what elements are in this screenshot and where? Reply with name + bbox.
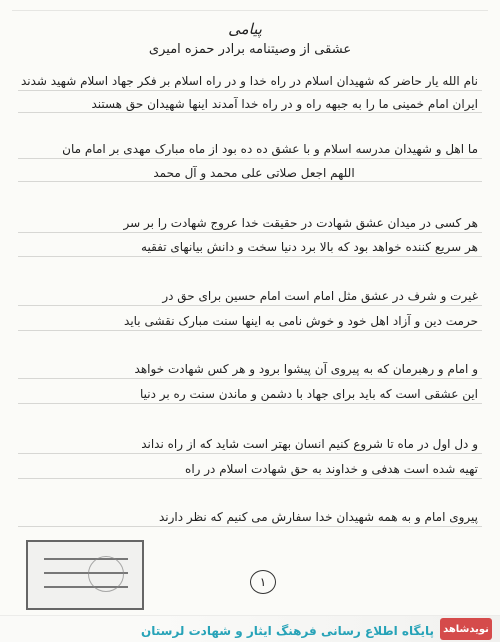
ruled-line	[18, 181, 482, 182]
site-footer-text: پایگاه اطلاع رسانی فرهنگ ایثار و شهادت لرستان	[141, 624, 434, 638]
handwritten-line: ایران امام خمینی ما را به جبهه راه و در راه خدا آمدند اینها شهیدان حق هستند	[91, 97, 478, 111]
ruled-line	[18, 158, 482, 159]
seal-icon	[88, 556, 124, 592]
site-logo: نویدشاهد	[440, 618, 492, 640]
handwritten-line: هر سریع کننده خواهد بود که بالا برد دنیا سخت و دانش بیانهای تفقیه	[141, 240, 478, 254]
handwritten-line: هر کسی در میدان عشق شهادت در حقیقت خدا عروج شهادت را بر سر	[123, 216, 478, 230]
handwritten-line: اللهم اجعل صلاتی علی محمد و آل محمد	[153, 166, 355, 180]
handwritten-line: تهیه شده است هدفی و خداوند به حق شهادت اسلام در راه	[185, 462, 478, 476]
ruled-line	[18, 112, 482, 113]
top-divider	[12, 10, 488, 11]
official-stamp	[26, 540, 144, 610]
document-subtitle: عشقی از وصیتنامه برادر حمزه امیری	[148, 42, 352, 57]
ruled-line	[18, 403, 482, 404]
ruled-line	[18, 232, 482, 233]
handwritten-line: نام الله یار حاضر که شهیدان اسلام در راه خدا و در راه اسلام بر فکر جهاد اسلام شهید شدند	[20, 74, 478, 88]
ruled-line	[18, 453, 482, 454]
ruled-line	[18, 90, 482, 91]
ruled-line	[18, 478, 482, 479]
handwritten-line: و دل اول در ماه تا شروع کنیم انسان بهتر است شاید که از راه نداند	[141, 437, 478, 451]
ruled-line	[18, 305, 482, 306]
document-title: پیامی	[228, 20, 262, 38]
ruled-line	[18, 330, 482, 331]
handwritten-line: پیروی امام و به همه شهیدان خدا سفارش می کنیم که نظر دارند	[158, 510, 478, 524]
ruled-line	[18, 526, 482, 527]
handwritten-line: حرمت دین و آزاد اهل خود و خوش نامی به اینها سنت مبارک نقشی باید	[124, 314, 478, 328]
handwritten-line: و امام و رهبرمان که به پیروی آن پیشوا برود و هر کس شهادت خواهد	[134, 362, 478, 376]
handwritten-line: این عشقی است که باید برای جهاد با دشمن و ماندن سنت ره بر دنیا	[140, 387, 478, 401]
ruled-line	[18, 378, 482, 379]
page-number: ۱	[250, 570, 276, 594]
ruled-line	[18, 256, 482, 257]
handwritten-line: غیرت و شرف در عشق مثل امام است امام حسین برای حق در	[162, 289, 478, 303]
handwritten-line: ما اهل و شهیدان مدرسه اسلام و با عشق ده ده بود از ماه مبارک مهدی بر امام مان	[62, 142, 478, 156]
